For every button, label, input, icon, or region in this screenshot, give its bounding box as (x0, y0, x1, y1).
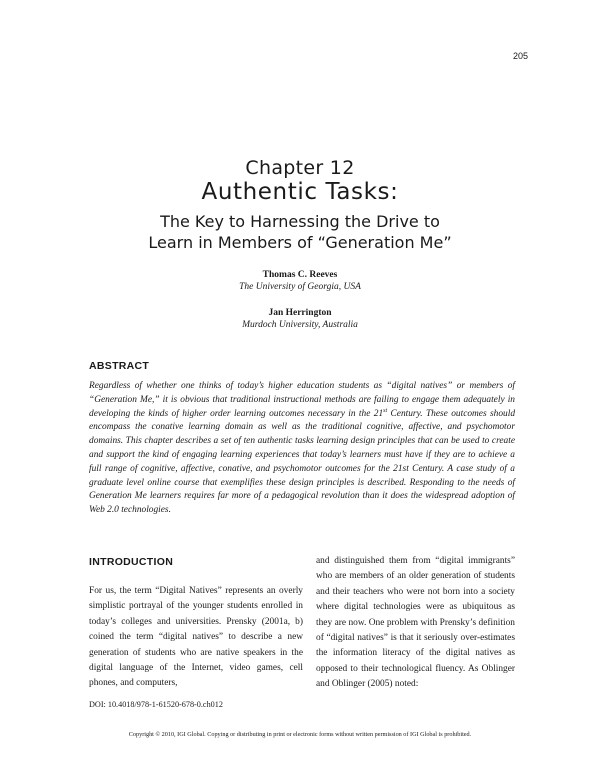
chapter-subtitle (0, 211, 600, 253)
author-name: Thomas C. Reeves (262, 270, 338, 280)
author-affiliation: Murdoch University, Australia (242, 320, 358, 330)
introduction-heading: INTRODUCTION (89, 556, 174, 568)
author-name: Jan Herrington (268, 308, 332, 318)
doi: DOI: 10.4018/978-1-61520-678-0.ch012 (89, 700, 223, 709)
subtitle-line: Learn in Members of “Generation Me” (148, 233, 452, 252)
chapter-title: Authentic Tasks: (201, 179, 399, 205)
page-number: 205 (512, 51, 528, 61)
subtitle-line: The Key to Harnessing the Drive to (160, 212, 440, 231)
abstract-text-part: Regardless of whether one thinks of today’s higher education students as “digital natives” or members of “Generation Me,” it is obvious that traditional instructional methods are failing to engage them adequately in developing the kinds of higher order learning outcomes necessary in the 21 (89, 381, 515, 419)
abstract-heading: ABSTRACT (89, 360, 150, 372)
author-2 (0, 307, 600, 331)
abstract-text (89, 380, 515, 518)
intro-left-column: For us, the term “Digital Natives” represents an overly simplistic portrayal of the younger students enrolled in today’s colleges and universities. Prensky (2001a, b) coined the term “digital natives” to describe a new generation of students who are native speakers in the digital language of the Internet, video games, cell phones, and computers, (89, 586, 303, 689)
intro-right-column: and distinguished them from “digital immigrants” who are members of an older generation of students and their teachers who were not born into a society where digital technologies were as ubiquitous as they are now. One problem with Prensky’s definition of “digital natives” is that it seriously over-estimates the information literacy of the digital natives as opposed to their technological fluency. As Oblinger and Oblinger (2005) noted: (316, 556, 515, 690)
chapter-label: Chapter 12 (245, 157, 355, 179)
abstract-text-part: Century. These outcomes should encompass the conative learning domain as well as the traditional cognitive, affective, and psychomotor domains. This chapter describes a set of ten authentic tasks learning design principles that can be used to create and support the kind of engaging learning experiences that today’s learners must have if they are to achieve a full range of cognitive, affective, conative, and psychomotor outcomes for the 21st Century. A case study of a graduate level online course that exemplifies these design principles is described. Responding to the needs of Generation Me learners requires far more of a pedagogical revolution than it does the widespread adoption of Web 2.0 technologies. (89, 408, 516, 516)
author-1 (0, 269, 600, 293)
author-affiliation: The University of Georgia, USA (239, 282, 361, 292)
abstract-superscript: st (383, 407, 388, 414)
copyright-notice: Copyright © 2010, IGI Global. Copying or distributing in print or electronic forms without written permission of IGI Global is prohibited. (128, 731, 472, 738)
